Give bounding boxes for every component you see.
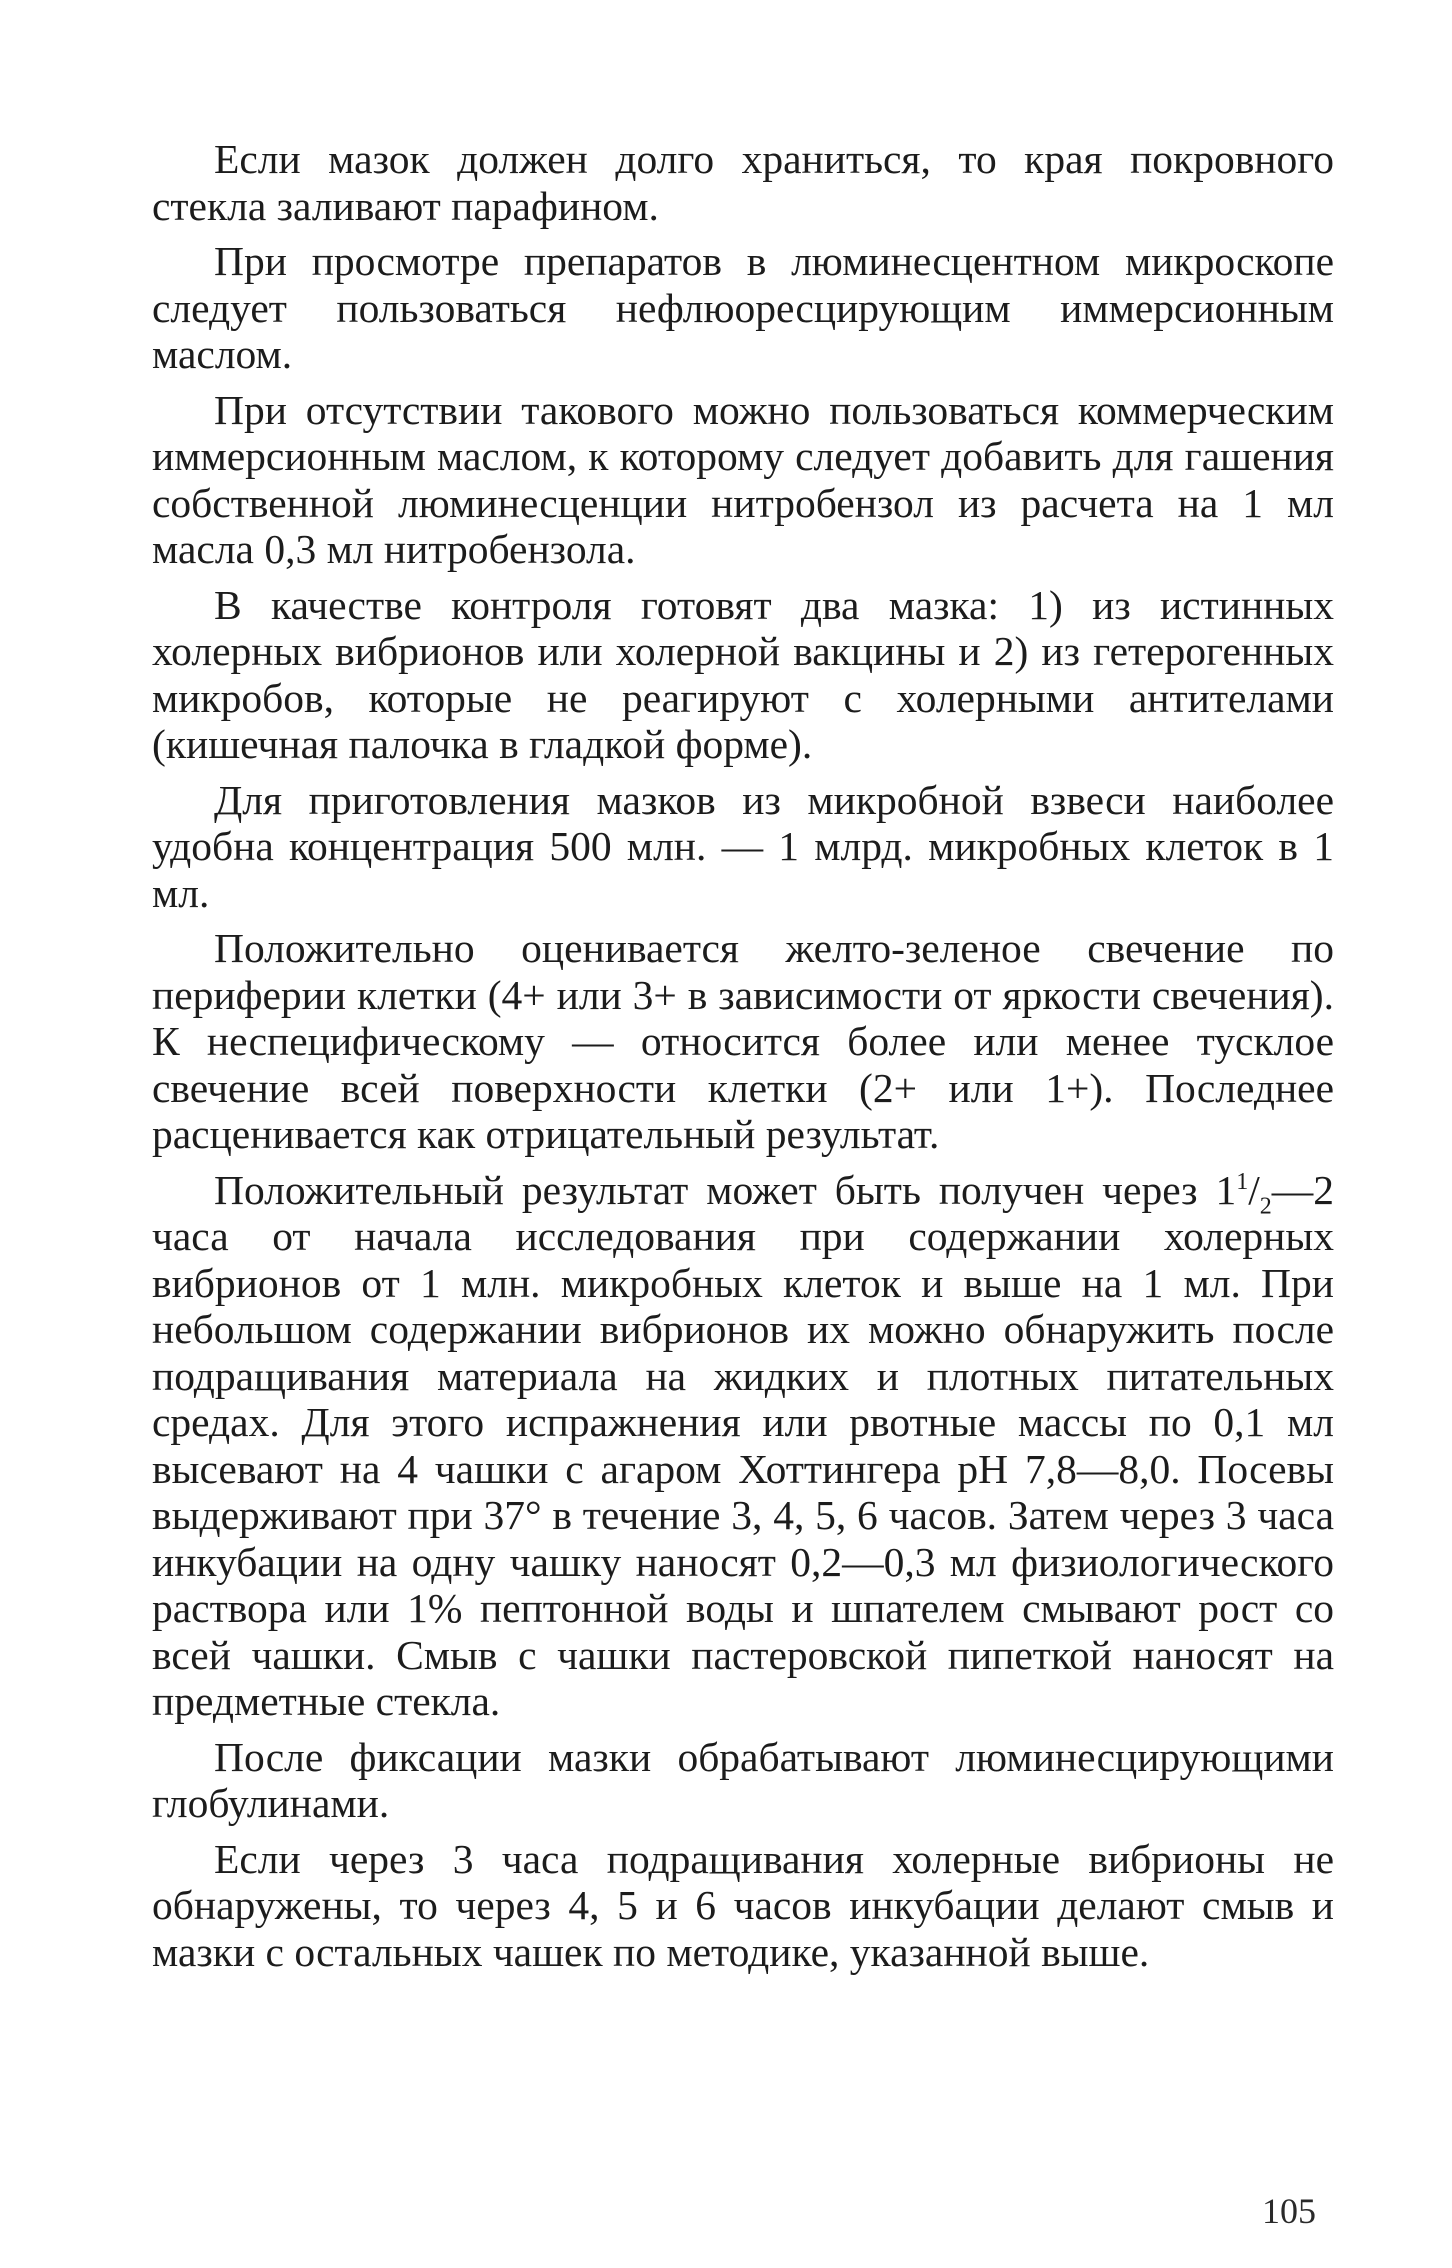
paragraph-9: Если через 3 часа подращивания холерные вибрионы не обнаружены, то через 4, 5 и 6 часов инкубации делают смыв и мазки с остальных чашек по методике, указанной выше. bbox=[152, 1835, 1334, 1975]
paragraph-5: Для приготовления мазков из микробной взвеси наиболее удобна концентрация 500 млн. — 1 млрд. микробных клеток в 1 мл. bbox=[152, 776, 1334, 916]
page-body bbox=[152, 136, 1334, 1984]
page-number: 105 bbox=[1262, 2191, 1316, 2231]
paragraph-7-start: Положительный результат может быть получен через 1 bbox=[214, 1166, 1237, 1213]
paragraph-7-end: —2 часа от начала исследования при содержании холерных вибрионов от 1 млн. микробных клеток и выше на 1 мл. При небольшом содержании вибрионов их можно обнаружить после подращивания материала на жидких и плотных питательных средах. Для этого испражнения или рвотные массы по 0,1 мл высевают на 4 чашки с агаром Хоттингера pH 7,8—8,0. Посевы выдерживают при 37° в течение 3, 4, 5, 6 часов. Затем через 3 часа инкубации на одну чашку наносят 0,2—0,3 мл физиологического раствора или 1% пептонной воды и шпателем смывают рост со всей чашки. Смыв с чашки пастеровской пипеткой наносят на предметные стекла. bbox=[152, 1166, 1334, 1724]
paragraph-3: При отсутствии такового можно пользоваться коммерческим иммерсионным маслом, к которому следует добавить для гашения собственной люминесценции нитробензол из расчета на 1 мл масла 0,3 мл нитробензола. bbox=[152, 386, 1334, 572]
paragraph-4: В качестве контроля готовят два мазка: 1) из истинных холерных вибрионов или холерной вакцины и 2) из гетерогенных микробов, которые не реагируют с холерными антителами (кишечная палочка в гладкой форме). bbox=[152, 581, 1334, 767]
paragraph-7: Положительный результат может быть получен через $1^1/_2—2$ часа от начала исследования при содержании холерных вибрионов от 1 млн. микробных клеток и выше на 1 мл. При небольшом содержании вибрионов их можно обнаружить после подращивания материала на жидких и плотных питательных средах. Для этого испражнения или рвотные массы по 0,1 мл высевают на 4 чашки с агаром Хоттингера pH 7,8—8,0. Посевы выдерживают при 37° в течение 3, 4, 5, 6 часов. Затем через 3 часа инкубации на одну чашку наносят 0,2—0,3 мл физиологического раствора или 1% пептонной воды и шпателем смывают рост со всей чашки. Смыв с чашки пастеровской пипеткой наносят на предметные стекла. bbox=[152, 1166, 1334, 1724]
paragraph-6: Положительно оценивается желто-зеленое свечение по периферии клетки (4+ или 3+ в зависимости от яркости свечения). К неспецифическому — относится более или менее тусклое свечение всей поверхности клетки (2+ или 1+). Последнее расценивается как отрицательный результат. bbox=[152, 925, 1334, 1157]
paragraph-2: При просмотре препаратов в люминесцентном микроскопе следует пользоваться нефлюоресцирующим иммерсионным маслом. bbox=[152, 238, 1334, 377]
fraction-denominator: 2 bbox=[1259, 1192, 1272, 1219]
paragraph-8: После фиксации мазки обрабатывают люминесцирующими глобулинами. bbox=[152, 1733, 1334, 1826]
paragraph-1: Если мазок должен долго храниться, то края покровного стекла заливают парафином. bbox=[152, 136, 1334, 229]
fraction-numerator: 1 bbox=[1236, 1168, 1249, 1195]
